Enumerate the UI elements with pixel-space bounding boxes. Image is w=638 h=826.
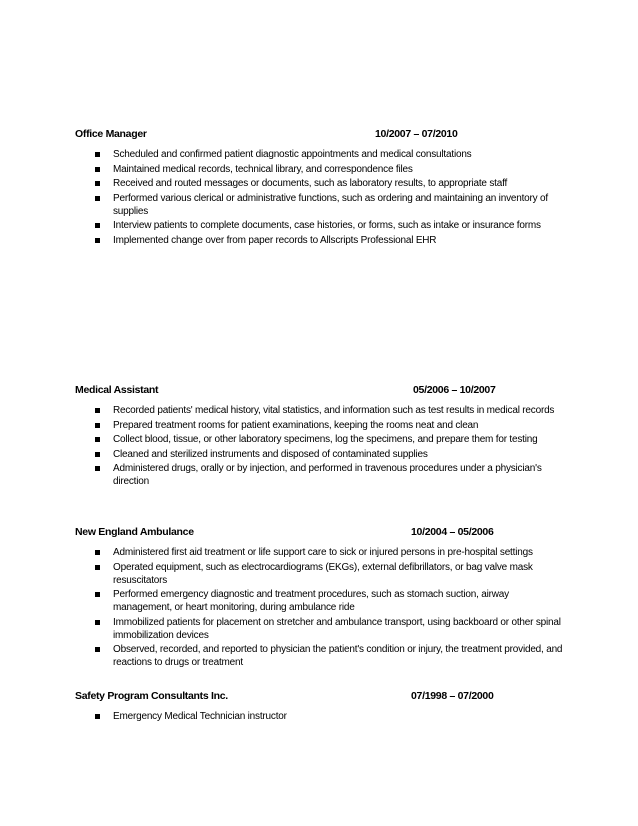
job-office-manager: [75, 128, 565, 248]
square-bullet-icon: [95, 423, 100, 428]
list-item: [75, 448, 565, 461]
list-item: [75, 404, 565, 417]
job-title: Medical Assistant: [75, 384, 159, 396]
square-bullet-icon: [95, 238, 100, 243]
list-item: [75, 588, 565, 614]
job-title: Safety Program Consultants Inc.: [75, 690, 228, 702]
list-item: [75, 163, 565, 176]
list-item: [75, 234, 565, 247]
duty-text: Interview patients to complete documents, case histories, or forms, such as intake or insurance forms: [113, 220, 541, 231]
square-bullet-icon: [95, 466, 100, 471]
duty-text: Received and routed messages or documents, such as laboratory results, to appropriate staff: [113, 178, 508, 189]
square-bullet-icon: [95, 620, 100, 625]
job-duties-list: [75, 148, 565, 247]
square-bullet-icon: [95, 550, 100, 555]
duty-text: Performed various clerical or administrative functions, such as ordering and maintaining an inventory of supplies: [113, 192, 548, 217]
list-item: [75, 177, 565, 190]
square-bullet-icon: [95, 714, 100, 719]
square-bullet-icon: [95, 196, 100, 201]
square-bullet-icon: [95, 181, 100, 186]
square-bullet-icon: [95, 408, 100, 413]
job-dates: 05/2006 – 10/2007: [413, 384, 496, 396]
job-header: [75, 128, 565, 144]
square-bullet-icon: [95, 152, 100, 157]
list-item: [75, 192, 565, 218]
duty-text: Prepared treatment rooms for patient examinations, keeping the rooms neat and clean: [113, 419, 479, 431]
list-item: [75, 433, 565, 446]
list-item: [75, 710, 565, 723]
duty-text: Immobilized patients for placement on stretcher and ambulance transport, using backboard or other spinal immobilization devices: [113, 616, 561, 641]
duty-text: Collect blood, tissue, or other laboratory specimens, log the specimens, and prepare them for testing: [113, 434, 538, 445]
job-title: New England Ambulance: [75, 526, 194, 538]
square-bullet-icon: [95, 647, 100, 652]
job-duties-list: [75, 404, 565, 488]
duty-text: Administered drugs, orally or by injection, and performed in travenous procedures under a physician's direction: [113, 463, 542, 487]
duty-text: Cleaned and sterilized instruments and disposed of contaminated supplies: [113, 448, 428, 460]
list-item: [75, 462, 565, 488]
job-header: [75, 690, 565, 706]
square-bullet-icon: [95, 223, 100, 228]
square-bullet-icon: [95, 452, 100, 457]
duty-text: Observed, recorded, and reported to physician the patient's condition or injury, the treatment provided, and reactions to drugs or treatment: [113, 644, 563, 668]
duty-text: Implemented change over from paper records to Allscripts Professional EHR: [113, 234, 437, 246]
list-item: [75, 419, 565, 432]
square-bullet-icon: [95, 592, 100, 597]
square-bullet-icon: [95, 565, 100, 570]
job-title: Office Manager: [75, 128, 147, 140]
duty-text: Recorded patients' medical history, vital statistics, and information such as test results in medical records: [113, 405, 555, 416]
job-duties-list: [75, 710, 565, 723]
square-bullet-icon: [95, 167, 100, 172]
job-safety-program-consultants: [75, 690, 565, 725]
list-item: [75, 219, 565, 232]
duty-text: Maintained medical records, technical library, and correspondence files: [113, 163, 413, 175]
list-item: [75, 616, 565, 642]
duty-text: Scheduled and confirmed patient diagnostic appointments and medical consultations: [113, 149, 472, 160]
job-header: [75, 384, 565, 400]
job-dates: 07/1998 – 07/2000: [411, 690, 494, 702]
job-new-england-ambulance: [75, 526, 565, 671]
job-header: [75, 526, 565, 542]
job-dates: 10/2004 – 05/2006: [411, 526, 494, 538]
square-bullet-icon: [95, 437, 100, 442]
job-dates: 10/2007 – 07/2010: [375, 128, 458, 140]
duty-text: Emergency Medical Technician instructor: [113, 711, 287, 722]
job-duties-list: [75, 546, 565, 669]
list-item: [75, 148, 565, 161]
list-item: [75, 561, 565, 587]
list-item: [75, 643, 565, 669]
list-item: [75, 546, 565, 559]
duty-text: Performed emergency diagnostic and treatment procedures, such as stomach suction, airway management, or heart monitoring, during ambulance ride: [113, 589, 509, 613]
duty-text: Operated equipment, such as electrocardiograms (EKGs), external defibrillators, or bag valve mask resuscitators: [113, 561, 533, 586]
duty-text: Administered first aid treatment or life support care to sick or injured persons in pre-hospital settings: [113, 547, 533, 558]
job-medical-assistant: [75, 384, 565, 490]
